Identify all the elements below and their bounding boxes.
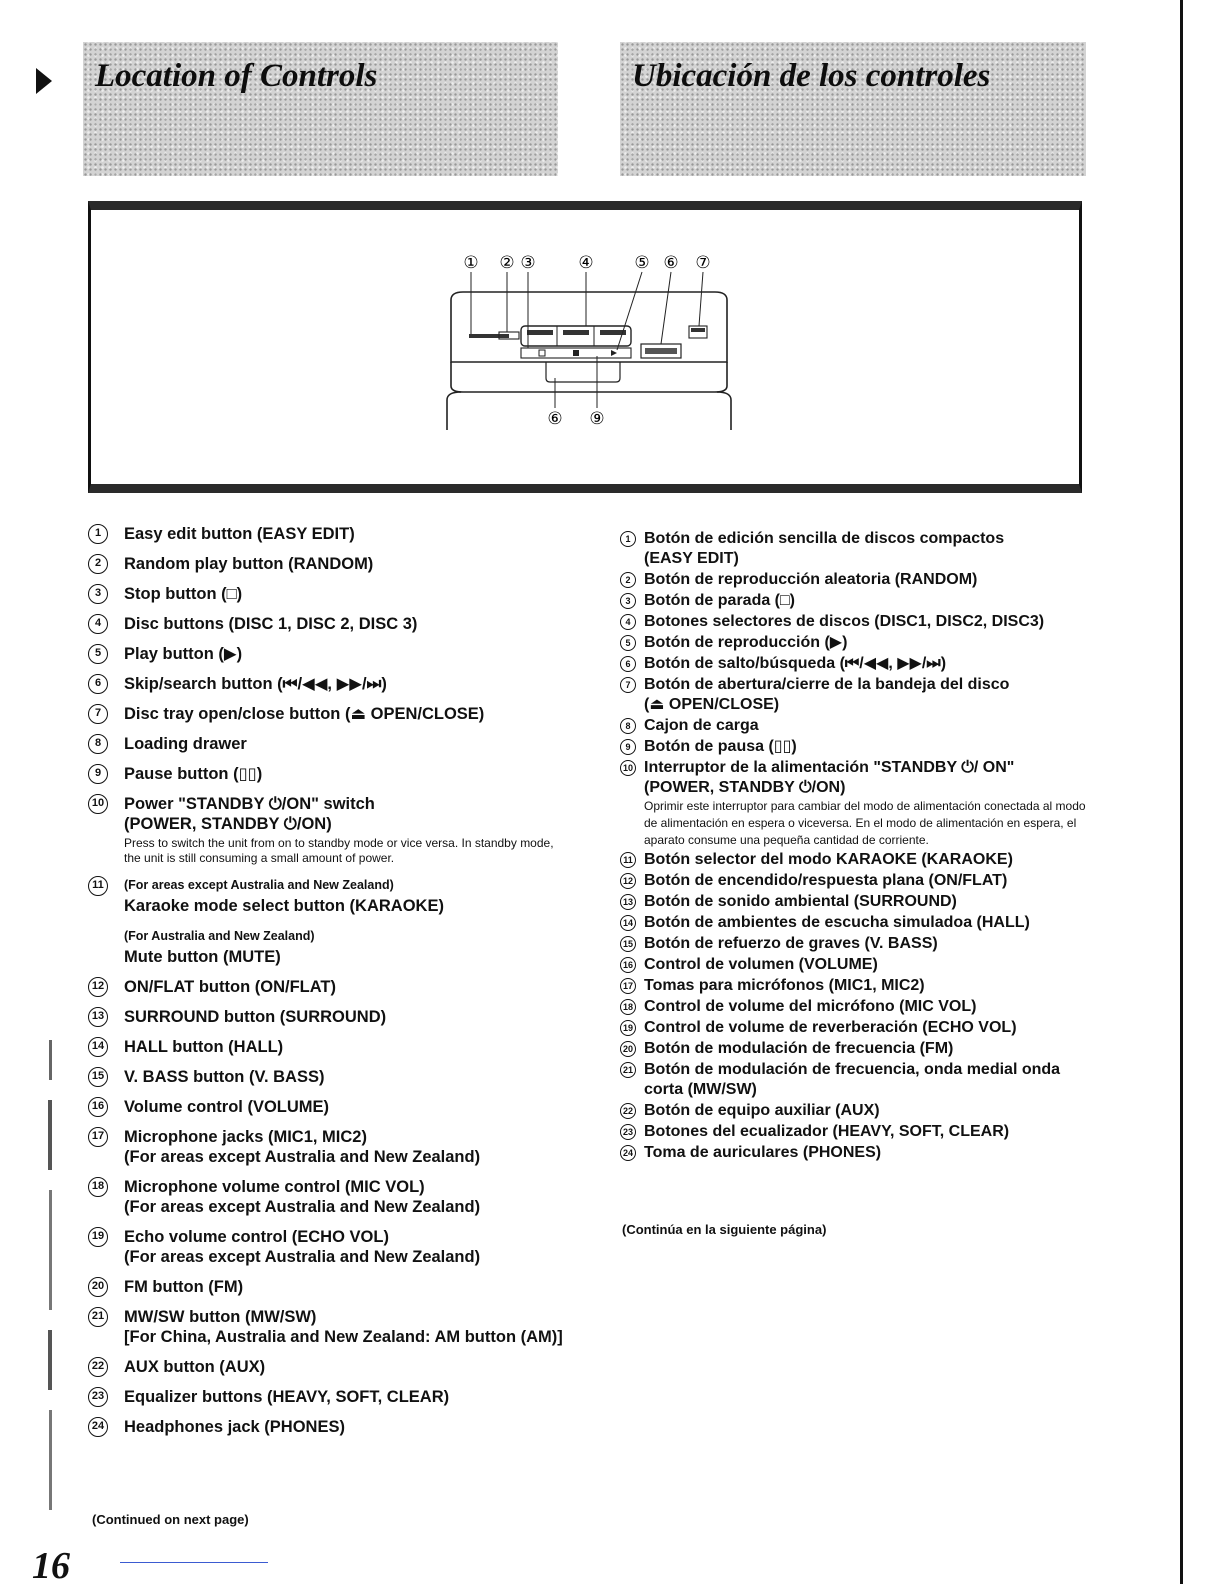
list-item-en-2 [88, 554, 563, 574]
binding-marks [46, 1040, 56, 1520]
list-item-en-12 [88, 977, 563, 997]
item-number-badge: 17 [620, 978, 636, 994]
list-item-es-19 [620, 1018, 1090, 1038]
item-text: Botones selectores de discos (DISC1, DISC2, DISC3) [644, 613, 1045, 630]
item-text: MW/SW button (MW/SW) [124, 1308, 317, 1326]
item-text: Random play button (RANDOM) [124, 555, 374, 573]
list-item-en-22 [88, 1357, 563, 1377]
list-item-en-8 [88, 734, 563, 754]
item-number-badge: 24 [88, 1417, 108, 1437]
region-note: (For Australia and New Zealand) [124, 929, 315, 943]
list-item-en-13 [88, 1007, 563, 1027]
list-item-es-20 [620, 1039, 1090, 1059]
callout-bottom-9: ⑨ [589, 409, 605, 429]
item-number-badge: 16 [620, 957, 636, 973]
list-item-en-21 [88, 1307, 563, 1347]
item-number-badge: 10 [620, 760, 636, 776]
item-number-badge: 18 [88, 1177, 108, 1197]
list-item-en-20 [88, 1277, 563, 1297]
item-text: Botón de salto/búsqueda (⏮/◀◀, ▶▶/⏭) [644, 655, 947, 672]
item-text: Microphone jacks (MIC1, MIC2) [124, 1128, 367, 1146]
item-text: Botón de sonido ambiental (SURROUND) [644, 893, 957, 910]
item-text: (For areas except Australia and New Zealand) [124, 1148, 481, 1166]
item-number-badge: 21 [620, 1062, 636, 1078]
list-item-en-19 [88, 1227, 563, 1267]
item-text: Pause button (▯▯) [124, 765, 263, 783]
item-text: Botón de modulación de frecuencia (FM) [644, 1040, 954, 1057]
item-number-badge: 5 [88, 644, 108, 664]
item-text: Control de volume de reverberación (ECHO VOL) [644, 1019, 1017, 1036]
list-item-en-14 [88, 1037, 563, 1057]
item-number-badge: 21 [88, 1307, 108, 1327]
list-item-es-13 [620, 892, 1090, 912]
disc-buttons-shape [521, 326, 631, 346]
list-item-es-17 [620, 976, 1090, 996]
list-item-en-1 [88, 524, 563, 544]
item-text: (For areas except Australia and New Zealand) [124, 1198, 481, 1216]
item-number-badge: 6 [620, 656, 636, 672]
item-number-badge: 22 [88, 1357, 108, 1377]
list-item-es-16 [620, 955, 1090, 975]
cd-player-diagram [91, 210, 1079, 484]
item-text: (EASY EDIT) [644, 550, 739, 567]
item-text: (⏏ OPEN/CLOSE) [644, 696, 780, 713]
item-number-badge: 1 [620, 531, 636, 547]
item-text: Disc tray open/close button (⏏ OPEN/CLOSE) [124, 705, 485, 723]
item-number-badge: 8 [88, 734, 108, 754]
list-item-en-4 [88, 614, 563, 634]
item-text: Botón de parada (□) [644, 592, 795, 609]
item-number-badge: 14 [88, 1037, 108, 1057]
item-number-badge: 3 [88, 584, 108, 604]
item-number-badge: 9 [88, 764, 108, 784]
item-text: Botón de modulación de frecuencia, onda medial onda corta (MW/SW) [644, 1061, 1061, 1098]
list-item-es-1 [620, 529, 1090, 569]
list-item-es-21 [620, 1060, 1090, 1100]
item-text: Echo volume control (ECHO VOL) [124, 1228, 389, 1246]
item-text: V. BASS button (V. BASS) [124, 1068, 325, 1086]
item-text: Botón de reproducción (▶) [644, 634, 848, 651]
list-item-es-5 [620, 633, 1090, 653]
item-number-badge: 4 [88, 614, 108, 634]
item-text: Karaoke mode select button (KARAOKE) [124, 897, 444, 915]
region-note: (For areas except Australia and New Zealand) [124, 878, 394, 892]
list-item-en-24 [88, 1417, 563, 1437]
item-text: [For China, Australia and New Zealand: AM button (AM)] [124, 1328, 563, 1346]
continued-note-spanish: (Continúa en la siguiente página) [622, 1222, 827, 1237]
item-text: Mute button (MUTE) [124, 948, 281, 966]
list-item-en-10 [88, 794, 563, 866]
callout-bottom-6: ⑥ [547, 409, 563, 429]
list-item-es-18 [620, 997, 1090, 1017]
item-description: Press to switch the unit from on to standby mode or vice versa. In standby mode, the unit is still consuming a small amount of power. [124, 836, 554, 865]
unit-top-panel [451, 292, 727, 362]
play-symbol [611, 350, 617, 356]
item-number-badge: 12 [620, 873, 636, 889]
list-item-en-15 [88, 1067, 563, 1087]
item-text: (POWER, STANDBY ⏻/ON) [644, 779, 846, 796]
stop-symbol [539, 350, 545, 356]
item-number-badge: 10 [88, 794, 108, 814]
item-text: Easy edit button (EASY EDIT) [124, 525, 355, 543]
item-number-badge: 7 [620, 677, 636, 693]
title-box-english [83, 42, 558, 176]
item-text: Botón de edición sencilla de discos compactos [644, 530, 1005, 547]
item-number-badge: 23 [620, 1124, 636, 1140]
item-number-badge: 2 [620, 572, 636, 588]
list-item-en-23 [88, 1387, 563, 1407]
title-box-spanish [620, 42, 1086, 176]
page-title-english: Location of Controls [95, 58, 378, 94]
list-item-en-11 [88, 876, 563, 967]
controls-list-spanish [620, 529, 1090, 1164]
list-item-en-6 [88, 674, 563, 694]
item-text: AUX button (AUX) [124, 1358, 266, 1376]
item-text: Disc buttons (DISC 1, DISC 2, DISC 3) [124, 615, 418, 633]
item-number-badge: 15 [620, 936, 636, 952]
list-item-es-11 [620, 850, 1090, 870]
item-number-badge: 4 [620, 614, 636, 630]
item-number-badge: 22 [620, 1103, 636, 1119]
item-number-badge: 16 [88, 1097, 108, 1117]
list-item-es-23 [620, 1122, 1090, 1142]
unit-front-panel [451, 362, 727, 392]
callout-3: ③ [520, 253, 536, 273]
controls-diagram-frame [88, 201, 1082, 493]
callout-4: ④ [578, 253, 594, 273]
item-text: HALL button (HALL) [124, 1038, 284, 1056]
item-number-badge: 13 [88, 1007, 108, 1027]
item-text: (POWER, STANDBY ⏻/ON) [124, 815, 332, 833]
list-item-en-17 [88, 1127, 563, 1167]
section-marker-icon [36, 68, 52, 94]
callout-1: ① [463, 253, 479, 273]
callout-2: ② [499, 253, 515, 273]
item-description: Oprimir este interruptor para cambiar del modo de alimentación conectada al modo de alimentación en espera o viceversa. En el modo de alimentación en espera, el aparato consume una pequeña cantidad de corriente. [644, 799, 1086, 847]
item-text: Botón de reproducción aleatoria (RANDOM) [644, 571, 978, 588]
item-number-badge: 1 [88, 524, 108, 544]
item-text: SURROUND button (SURROUND) [124, 1008, 387, 1026]
item-text: Microphone volume control (MIC VOL) [124, 1178, 425, 1196]
item-number-badge: 15 [88, 1067, 108, 1087]
item-number-badge: 19 [620, 1020, 636, 1036]
list-item-en-3 [88, 584, 563, 604]
item-text: Toma de auriculares (PHONES) [644, 1144, 882, 1161]
item-text: Equalizer buttons (HEAVY, SOFT, CLEAR) [124, 1388, 450, 1406]
list-item-en-7 [88, 704, 563, 724]
item-number-badge: 19 [88, 1227, 108, 1247]
item-number-badge: 2 [88, 554, 108, 574]
item-text: FM button (FM) [124, 1278, 244, 1296]
item-text: Stop button (□) [124, 585, 243, 603]
item-number-badge: 6 [88, 674, 108, 694]
item-text: Volume control (VOLUME) [124, 1098, 330, 1116]
item-text: Interruptor de la alimentación "STANDBY ⏻/ ON" [644, 759, 1015, 776]
item-text: Loading drawer [124, 735, 247, 753]
list-item-es-15 [620, 934, 1090, 954]
item-number-badge: 3 [620, 593, 636, 609]
item-text: Botón de ambientes de escucha simuladoa (HALL) [644, 914, 1030, 931]
item-number-badge: 20 [88, 1277, 108, 1297]
list-item-es-10 [620, 758, 1090, 849]
item-number-badge: 13 [620, 894, 636, 910]
list-item-es-22 [620, 1101, 1090, 1121]
page-title-spanish: Ubicación de los controles [632, 58, 991, 94]
item-text: (For areas except Australia and New Zealand) [124, 1248, 481, 1266]
item-number-badge: 5 [620, 635, 636, 651]
list-item-es-9 [620, 737, 1090, 757]
item-number-badge: 7 [88, 704, 108, 724]
list-item-es-7 [620, 675, 1090, 715]
list-item-en-9 [88, 764, 563, 784]
callout-6: ⑥ [663, 253, 679, 273]
item-number-badge: 12 [88, 977, 108, 997]
list-item-es-8 [620, 716, 1090, 736]
list-item-es-2 [620, 570, 1090, 590]
item-number-badge: 24 [620, 1145, 636, 1161]
list-item-es-12 [620, 871, 1090, 891]
item-number-badge: 17 [88, 1127, 108, 1147]
list-item-es-6 [620, 654, 1090, 674]
footer-rule [120, 1562, 268, 1563]
item-number-badge: 18 [620, 999, 636, 1015]
list-item-es-4 [620, 612, 1090, 632]
item-text: Tomas para micrófonos (MIC1, MIC2) [644, 977, 925, 994]
list-item-es-24 [620, 1143, 1090, 1163]
list-item-en-16 [88, 1097, 563, 1117]
item-text: Control de volumen (VOLUME) [644, 956, 878, 973]
item-text: Botón de equipo auxiliar (AUX) [644, 1102, 880, 1119]
item-number-badge: 14 [620, 915, 636, 931]
page-edge-rule [1180, 0, 1183, 1584]
item-text: Botón de refuerzo de graves (V. BASS) [644, 935, 938, 952]
list-item-es-14 [620, 913, 1090, 933]
continued-note-english: (Continued on next page) [92, 1512, 249, 1527]
item-text: Power "STANDBY ⏻/ON" switch [124, 795, 375, 813]
item-number-badge: 8 [620, 718, 636, 734]
list-item-en-5 [88, 644, 563, 664]
list-item-es-3 [620, 591, 1090, 611]
item-text: Control de volume del micrófono (MIC VOL) [644, 998, 977, 1015]
callout-7: ⑦ [695, 253, 711, 273]
item-text: Botones del ecualizador (HEAVY, SOFT, CLEAR) [644, 1123, 1010, 1140]
item-text: Skip/search button (⏮/◀◀, ▶▶/⏭) [124, 675, 387, 693]
easy-edit-button-shape [469, 334, 509, 338]
page-number: 16 [32, 1545, 70, 1587]
list-item-en-18 [88, 1177, 563, 1217]
item-text: ON/FLAT button (ON/FLAT) [124, 978, 336, 996]
item-text: Botón selector del modo KARAOKE (KARAOKE) [644, 851, 1013, 868]
item-text: Play button (▶) [124, 645, 243, 663]
item-text: Botón de abertura/cierre de la bandeja del disco [644, 676, 1010, 693]
loading-drawer-shape [546, 362, 620, 382]
controls-list-english [88, 524, 563, 1447]
item-text: Botón de encendido/respuesta plana (ON/FLAT) [644, 872, 1008, 889]
callout-5: ⑤ [634, 253, 650, 273]
item-number-badge: 23 [88, 1387, 108, 1407]
item-number-badge: 11 [620, 852, 636, 868]
item-number-badge: 11 [88, 876, 108, 896]
item-number-badge: 20 [620, 1041, 636, 1057]
item-text: Botón de pausa (▯▯) [644, 738, 797, 755]
item-text: Cajon de carga [644, 717, 759, 734]
item-text: Headphones jack (PHONES) [124, 1418, 345, 1436]
item-number-badge: 9 [620, 739, 636, 755]
pause-symbol [573, 350, 579, 356]
